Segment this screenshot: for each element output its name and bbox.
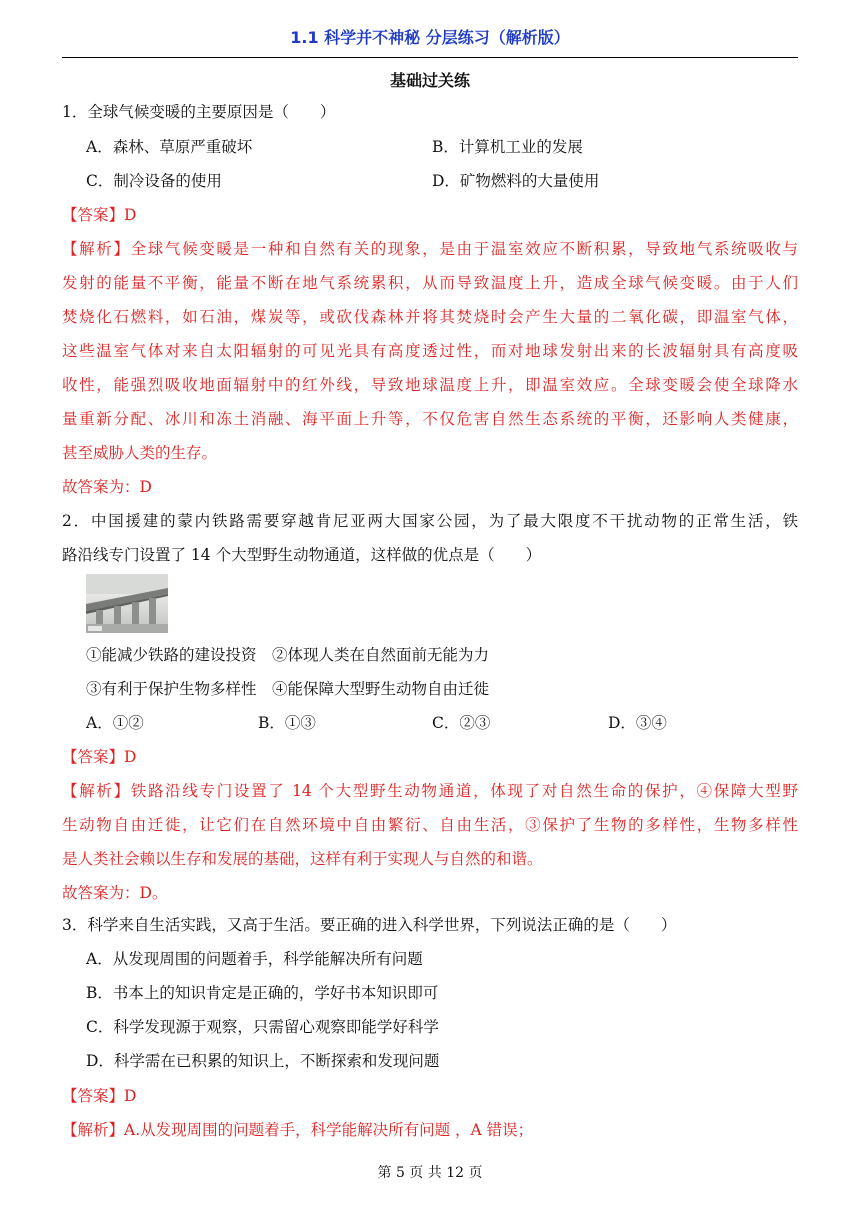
- q1-analysis-line: 【解析】全球气候变暖是一种和自然有关的现象，是由于温室效应不断积累，导致地气系统吸收与: [62, 240, 798, 258]
- q2-conclusion: 故答案为：D。: [62, 884, 168, 902]
- q2-statement: ③有利于保护生物多样性 ④能保障大型野生动物自由迁徙: [86, 680, 490, 698]
- q2-analysis-line: 生动物自由迁徙，让它们在自然环境中自由繁衍、自由生活，③保护了生物的多样性，生物多样性: [62, 816, 798, 834]
- railway-bridge-photo: [86, 574, 168, 633]
- q1-analysis-line: 收性，能强烈吸收地面辐射中的红外线，导致地球温度上升，即温室效应。全球变暖会使全球降水: [62, 376, 798, 394]
- q1-stem: 1．全球气候变暖的主要原因是（ ）: [62, 103, 336, 121]
- q1-analysis-line: 甚至威胁人类的生存。: [62, 444, 218, 462]
- q2-stem-line: 2．中国援建的蒙内铁路需要穿越肯尼亚两大国家公园，为了最大限度不干扰动物的正常生活，铁: [62, 512, 798, 530]
- q2-analysis-line: 是人类社会赖以生存和发展的基础，这样有利于实现人与自然的和谐。: [62, 850, 543, 868]
- q1-option-d: D．矿物燃料的大量使用: [432, 172, 600, 190]
- q3-stem: 3．科学来自生活实践，又高于生活。要正确的进入科学世界，下列说法正确的是（ ）: [62, 916, 677, 934]
- q2-option-b: B．①③: [258, 714, 316, 732]
- q2-answer: 【答案】D: [62, 748, 137, 766]
- page-header-title: 1.1 科学并不神秘 分层练习（解析版）: [290, 28, 570, 47]
- q2-analysis-line: 【解析】铁路沿线专门设置了 14 个大型野生动物通道，体现了对自然生命的保护，④保障大型野: [62, 782, 798, 800]
- q1-option-b: B．计算机工业的发展: [432, 138, 583, 156]
- q3-analysis-line: 【解析】A.从发现周围的问题着手，科学能解决所有问题 ，A 错误；: [62, 1121, 534, 1139]
- q2-option-d: D．③④: [608, 714, 667, 732]
- section-title: 基础过关练: [389, 71, 470, 90]
- q1-option-a: A．森林、草原严重破坏: [86, 138, 253, 156]
- q1-option-c: C．制冷设备的使用: [86, 172, 222, 190]
- q3-option-d: D．科学需在已积累的知识上，不断探索和发现问题: [86, 1052, 440, 1070]
- page-footer: 第 5 页 共 12 页: [377, 1165, 483, 1181]
- q3-answer: 【答案】D: [62, 1087, 137, 1105]
- q2-option-a: A．①②: [86, 714, 144, 732]
- header-divider: [62, 57, 798, 58]
- q3-option-a: A．从发现周围的问题着手，科学能解决所有问题: [86, 950, 423, 968]
- q2-statement: ①能减少铁路的建设投资 ②体现人类在自然面前无能为力: [86, 646, 490, 664]
- q2-stem-line: 路沿线专门设置了 14 个大型野生动物通道，这样做的优点是（ ）: [62, 546, 542, 564]
- q1-analysis-line: 量重新分配、冰川和冻土消融、海平面上升等，不仅危害自然生态系统的平衡，还影响人类健康，: [62, 410, 798, 428]
- q3-option-c: C．科学发现源于观察，只需留心观察即能学好科学: [86, 1018, 439, 1036]
- q1-answer: 【答案】D: [62, 206, 137, 224]
- q2-option-c: C．②③: [432, 714, 491, 732]
- q1-analysis-line: 焚烧化石燃料，如石油，煤炭等，或砍伐森林并将其焚烧时会产生大量的二氧化碳，即温室气体，: [62, 308, 798, 326]
- q1-conclusion: 故答案为：D: [62, 478, 152, 496]
- q1-analysis-line: 这些温室气体对来自太阳辐射的可见光具有高度透过性，而对地球发射出来的长波辐射具有高度吸: [62, 342, 798, 360]
- q3-option-b: B．书本上的知识肯定是正确的，学好书本知识即可: [86, 984, 439, 1002]
- q1-analysis-line: 发射的能量不平衡，能量不断在地气系统累积，从而导致温度上升，造成全球气候变暖。由于人们: [62, 274, 798, 292]
